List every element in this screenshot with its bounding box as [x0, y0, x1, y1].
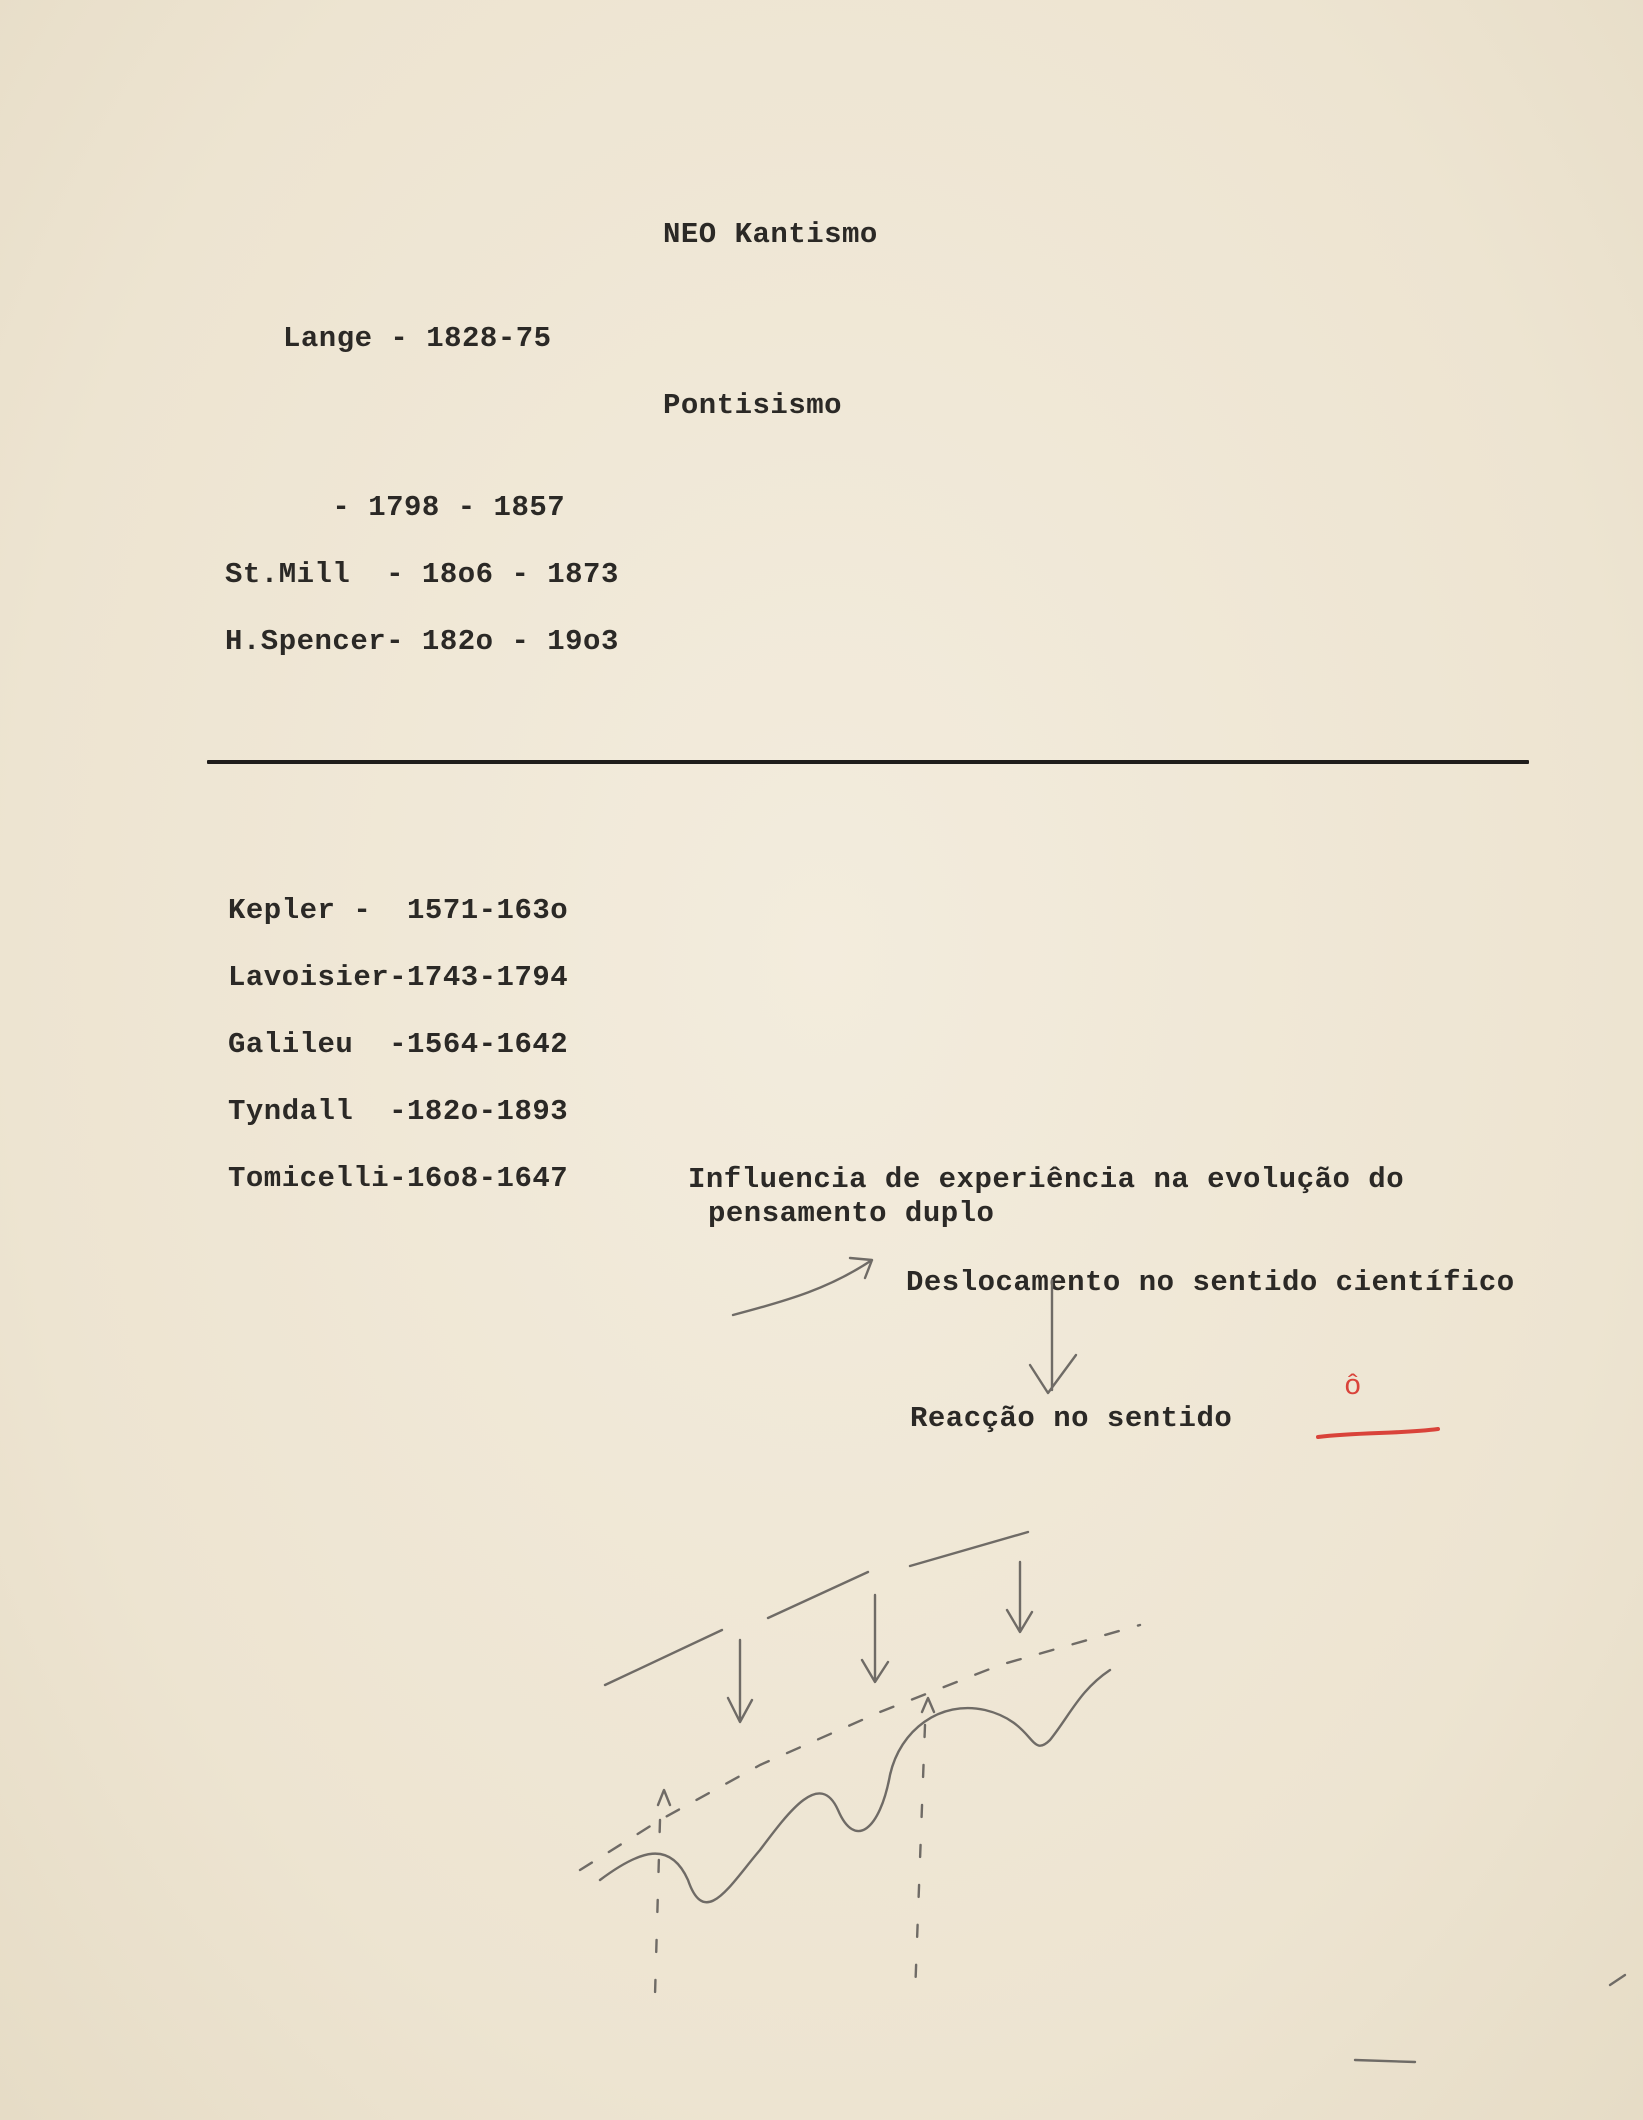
positivism-heading: Pontisismo: [663, 389, 843, 422]
sketch-peak-mark: [922, 1698, 934, 1712]
sketch-upper-line: [605, 1630, 722, 1685]
influence-note-line2: pensamento duplo: [708, 1197, 995, 1230]
sketch-upper-line: [910, 1532, 1028, 1566]
reaction-note: Reacção no sentido: [910, 1402, 1233, 1435]
influence-note-line1: Influencia de experiência na evolução do: [688, 1163, 1405, 1196]
margin-mark: [1355, 2060, 1415, 2062]
sketch-down-arrow-icon: [1007, 1562, 1032, 1632]
sketch-down-arrow-icon: [862, 1595, 888, 1682]
sketch-wavy-curve: [600, 1670, 1110, 1902]
philosopher-row: - 1798 - 1857: [225, 491, 566, 524]
curved-arrow-icon: [733, 1258, 872, 1315]
down-arrow-icon: [1030, 1280, 1076, 1393]
scientist-row: Tomicelli-16o8-1647: [228, 1162, 569, 1195]
scientist-row: Tyndall -182o-1893: [228, 1095, 569, 1128]
sketch-upper-line: [768, 1572, 868, 1618]
sketch-vertical-guide: [655, 1820, 660, 1995]
sketch-down-arrow-icon: [728, 1640, 752, 1722]
sketch-vertical-guide: [915, 1725, 925, 1995]
lange-entry: Lange - 1828-75: [283, 322, 552, 355]
red-underline: [1318, 1429, 1438, 1437]
philosopher-row: St.Mill - 18o6 - 1873: [225, 558, 619, 591]
sketch-peak-mark: [658, 1790, 670, 1805]
scientist-row: Galileu -1564-1642: [228, 1028, 569, 1061]
philosopher-row: H.Spencer- 182o - 19o3: [225, 625, 619, 658]
displacement-note: Deslocamento no sentido científico: [906, 1266, 1515, 1299]
scientist-row: Kepler - 1571-163o: [228, 894, 569, 927]
page-title: NEO Kantismo: [663, 218, 878, 251]
red-pencil-mark: ô: [1344, 1370, 1362, 1403]
sketch-dashed-trend: [580, 1625, 1140, 1870]
scientist-row: Lavoisier-1743-1794: [228, 961, 569, 994]
margin-mark: [1610, 1975, 1625, 1985]
